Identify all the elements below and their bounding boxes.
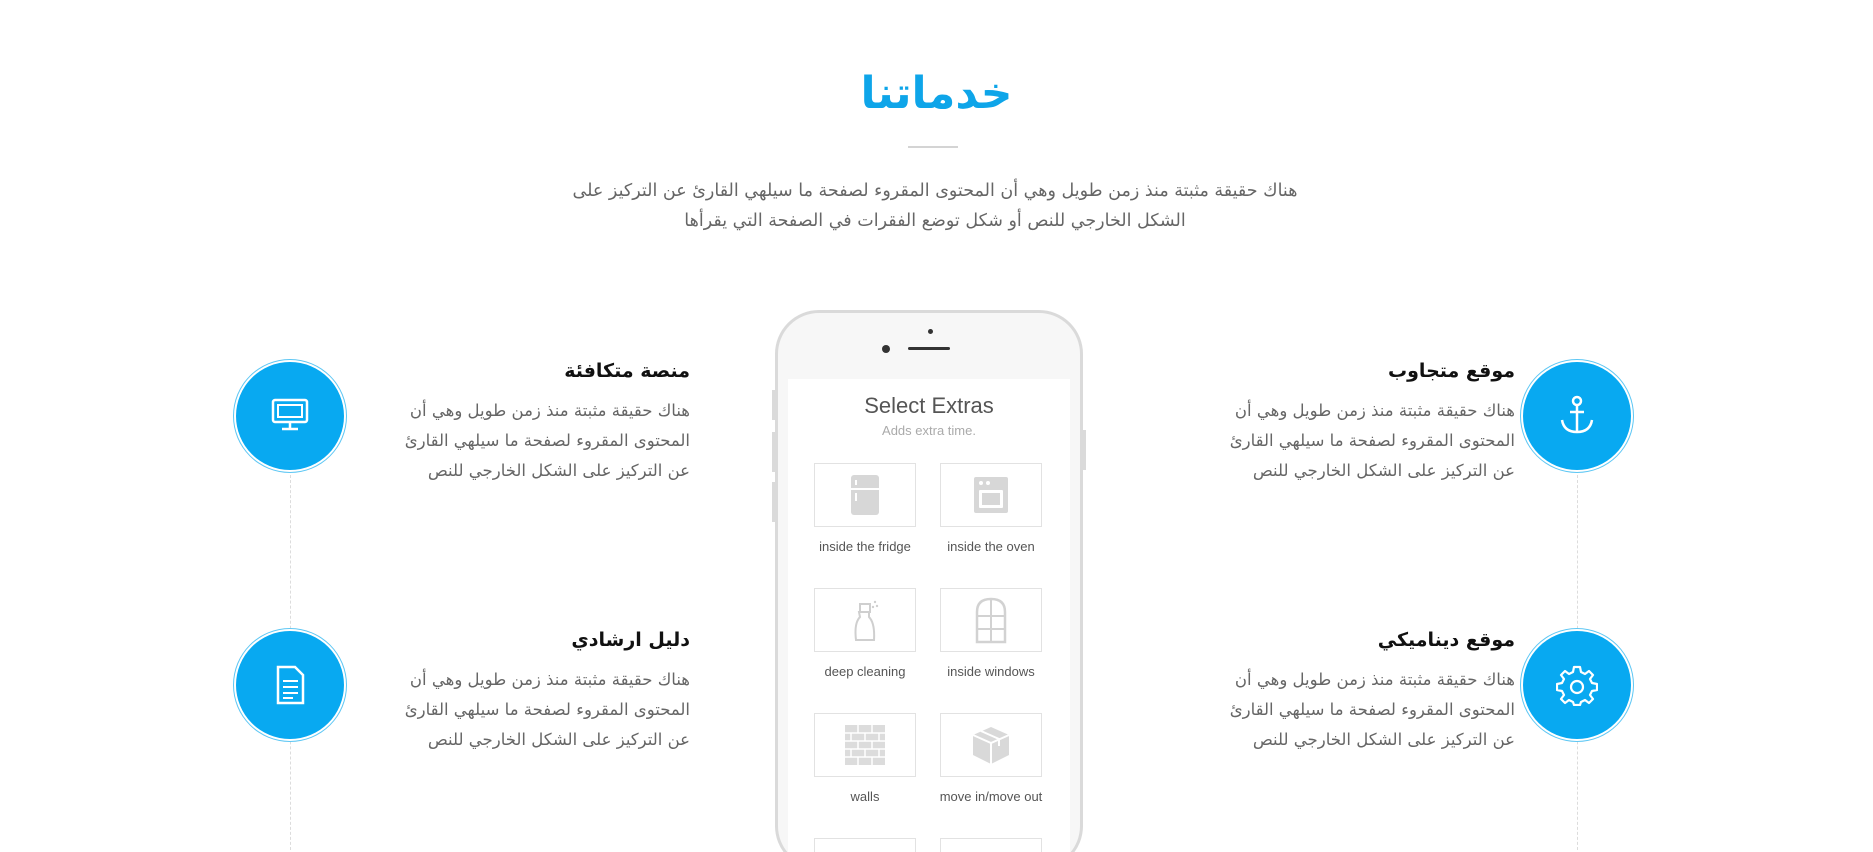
phone-screen — [788, 379, 1070, 852]
dynamic-icon-circle — [1523, 631, 1631, 739]
box-icon — [970, 724, 1012, 766]
subtitle-line-2: الشكل الخارجي للنص أو شكل توضع الفقرات في الصفحة التي يقرأها — [684, 211, 1186, 231]
feature-guide-title: دليل ارشادي — [571, 629, 690, 651]
extra-tile-move[interactable] — [940, 713, 1042, 777]
document-icon — [273, 664, 307, 706]
subtitle-line-1: هناك حقيقة مثبتة منذ زمن طويل وهي أن المحتوى المقروء لصفحة ما سيلهي القارئ عن التركيز على — [572, 181, 1298, 201]
extra-label: inside the oven — [947, 539, 1035, 554]
feature-responsive-title: موقع متجاوب — [1388, 360, 1515, 382]
phone-mockup — [775, 310, 1083, 852]
extra-label: inside the fridge — [819, 539, 911, 554]
feature-responsive-text: هناك حقيقة مثبتة منذ زمن طويل وهي أن المحتوى المقروء لصفحة ما سيلهي القارئ عن التركيز على الشكل الخارجي للنص — [1229, 401, 1515, 480]
phone-camera — [882, 345, 890, 353]
extra-label: deep cleaning — [824, 664, 906, 679]
extra-tile-windows[interactable] — [940, 588, 1042, 652]
extra-label: move in/move out — [939, 789, 1043, 804]
extra-tile-walls[interactable] — [814, 713, 916, 777]
feature-guide-text: هناك حقيقة مثبتة منذ زمن طويل وهي أن المحتوى المقروء لصفحة ما سيلهي القارئ عن التركيز على الشكل الخارجي للنص — [404, 670, 690, 749]
responsive-icon-circle — [1523, 362, 1631, 470]
phone-speaker — [908, 347, 950, 350]
extra-tile-fridge[interactable] — [814, 463, 916, 527]
feature-dynamic-title: موقع ديناميكي — [1377, 629, 1515, 651]
fridge-icon — [848, 473, 882, 517]
screen-title: Select Extras — [864, 393, 994, 418]
feature-guide — [370, 627, 690, 755]
spray-bottle-icon — [850, 598, 880, 642]
section-title: خدماتنا — [860, 68, 1013, 119]
guide-icon-circle — [236, 631, 344, 739]
feature-platform — [370, 358, 690, 486]
feature-responsive — [1195, 358, 1515, 486]
feature-platform-title: منصة متكافئة — [564, 360, 690, 382]
extra-tile[interactable] — [814, 838, 916, 852]
title-divider — [908, 146, 958, 148]
phone-side-button — [1083, 430, 1086, 470]
phone-sensor — [928, 329, 933, 334]
window-icon — [974, 596, 1008, 644]
gear-icon — [1556, 664, 1598, 706]
extra-tile[interactable] — [940, 838, 1042, 852]
anchor-icon — [1557, 394, 1597, 438]
section-subtitle — [470, 176, 1400, 236]
platform-icon-circle — [236, 362, 344, 470]
monitor-icon — [270, 397, 310, 435]
screen-subtitle: Adds extra time. — [882, 423, 976, 438]
extra-tile-oven[interactable] — [940, 463, 1042, 527]
oven-icon — [972, 475, 1010, 515]
feature-platform-text: هناك حقيقة مثبتة منذ زمن طويل وهي أن المحتوى المقروء لصفحة ما سيلهي القارئ عن التركيز على الشكل الخارجي للنص — [404, 401, 690, 480]
feature-dynamic — [1195, 627, 1515, 755]
feature-dynamic-text: هناك حقيقة مثبتة منذ زمن طويل وهي أن المحتوى المقروء لصفحة ما سيلهي القارئ عن التركيز على الشكل الخارجي للنص — [1229, 670, 1515, 749]
extra-label: walls — [850, 789, 880, 804]
extra-label: inside windows — [947, 664, 1035, 679]
extra-tile-deep-cleaning[interactable] — [814, 588, 916, 652]
brick-wall-icon — [844, 724, 886, 766]
